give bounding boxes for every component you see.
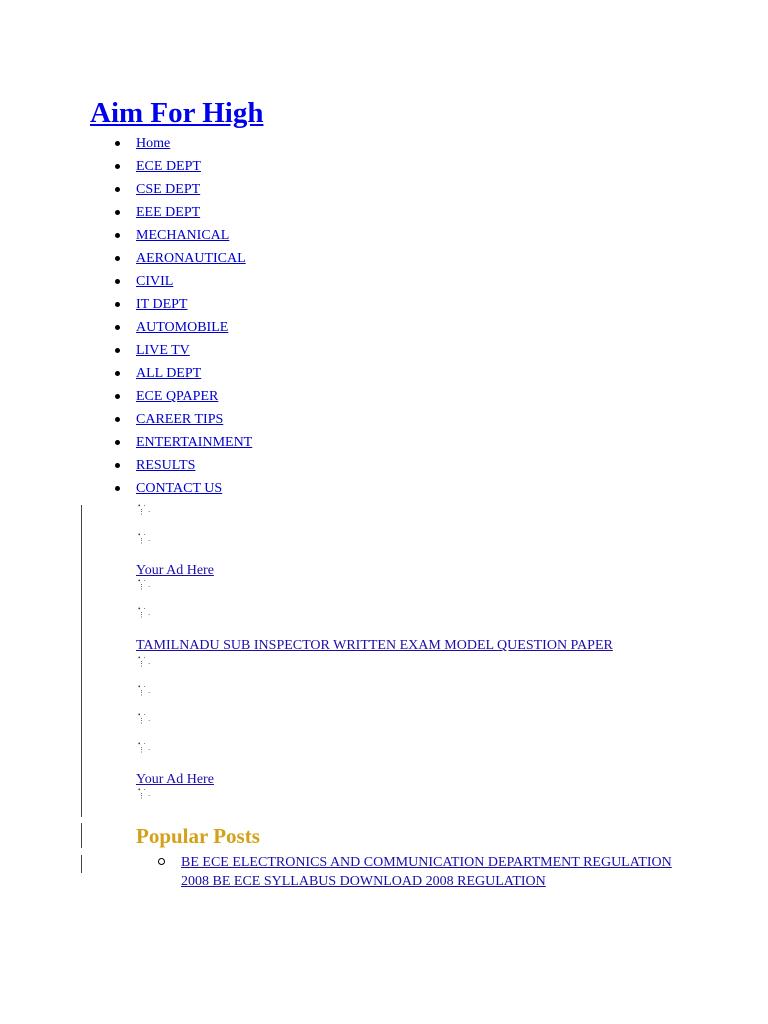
- broken-image-icon: •⋅ ⋮⋅: [138, 711, 154, 725]
- main-nav: [0, 134, 252, 502]
- ad-link-top[interactable]: Your Ad Here: [136, 563, 214, 578]
- bullet-icon: [115, 256, 120, 261]
- nav-link-home[interactable]: Home: [136, 136, 171, 151]
- nav-item-career-tips: [0, 410, 252, 433]
- bullet-icon: [115, 279, 120, 284]
- nav-item-ece-dept: [0, 157, 252, 180]
- nav-item-contact-us: [0, 479, 252, 502]
- nav-link-civil[interactable]: CIVIL: [136, 274, 174, 289]
- nav-link-eee-dept[interactable]: EEE DEPT: [136, 205, 201, 220]
- site-title: [90, 94, 263, 132]
- broken-image-icon: •⋅ ⋮⋅: [138, 577, 154, 591]
- bullet-icon: [115, 440, 120, 445]
- nav-link-automobile[interactable]: AUTOMOBILE: [136, 320, 229, 335]
- nav-item-aeronautical: [0, 249, 252, 272]
- nav-link-mechanical[interactable]: MECHANICAL: [136, 228, 230, 243]
- site-title-link[interactable]: Aim For High: [90, 97, 264, 129]
- section-divider: [81, 823, 82, 848]
- nav-link-entertainment[interactable]: ENTERTAINMENT: [136, 435, 253, 450]
- nav-link-ece-dept[interactable]: ECE DEPT: [136, 159, 201, 174]
- popular-post-item: [0, 853, 691, 891]
- nav-link-career-tips[interactable]: CAREER TIPS: [136, 412, 224, 427]
- nav-item-eee-dept: [0, 203, 252, 226]
- broken-image-icon: •⋅ ⋮⋅: [138, 654, 154, 668]
- nav-item-mechanical: [0, 226, 252, 249]
- broken-image-icon: •⋅ ⋮⋅: [138, 531, 154, 545]
- nav-link-it-dept[interactable]: IT DEPT: [136, 297, 188, 312]
- nav-item-automobile: [0, 318, 252, 341]
- bullet-icon: [115, 348, 120, 353]
- popular-posts-heading: Popular Posts: [136, 824, 260, 848]
- bullet-icon: [115, 325, 120, 330]
- nav-link-live-tv[interactable]: LIVE TV: [136, 343, 190, 358]
- broken-image-icon: •⋅ ⋮⋅: [138, 502, 154, 516]
- broken-image-icon: •⋅ ⋮⋅: [138, 683, 154, 697]
- bullet-icon: [115, 486, 120, 491]
- bullet-icon: [115, 141, 120, 146]
- circle-bullet-icon: [158, 858, 165, 865]
- popular-posts-list: [0, 853, 691, 891]
- nav-item-results: [0, 456, 252, 479]
- bullet-icon: [115, 371, 120, 376]
- sidebar-divider: [81, 505, 82, 817]
- bullet-icon: [115, 210, 120, 215]
- nav-item-all-dept: [0, 364, 252, 387]
- bullet-icon: [115, 394, 120, 399]
- featured-post-link[interactable]: TAMILNADU SUB INSPECTOR WRITTEN EXAM MODEL QUESTION PAPER: [136, 638, 613, 653]
- nav-item-home: [0, 134, 252, 157]
- popular-post-link[interactable]: BE ECE ELECTRONICS AND COMMUNICATION DEPARTMENT REGULATION 2008 BE ECE SYLLABUS DOWNLOAD 2008 REGULATION: [181, 855, 672, 889]
- nav-item-it-dept: [0, 295, 252, 318]
- nav-item-live-tv: [0, 341, 252, 364]
- nav-item-ece-qpaper: [0, 387, 252, 410]
- bullet-icon: [115, 463, 120, 468]
- nav-item-civil: [0, 272, 252, 295]
- nav-link-ece-qpaper[interactable]: ECE QPAPER: [136, 389, 219, 404]
- broken-image-icon: •⋅ ⋮⋅: [138, 740, 154, 754]
- nav-link-results[interactable]: RESULTS: [136, 458, 196, 473]
- nav-link-cse-dept[interactable]: CSE DEPT: [136, 182, 201, 197]
- broken-image-icon: •⋅ ⋮⋅: [138, 786, 154, 800]
- broken-image-icon: •⋅ ⋮⋅: [138, 605, 154, 619]
- nav-item-entertainment: [0, 433, 252, 456]
- nav-link-aeronautical[interactable]: AERONAUTICAL: [136, 251, 246, 266]
- ad-link-bottom[interactable]: Your Ad Here: [136, 772, 214, 787]
- nav-link-contact-us[interactable]: CONTACT US: [136, 481, 223, 496]
- nav-item-cse-dept: [0, 180, 252, 203]
- bullet-icon: [115, 187, 120, 192]
- bullet-icon: [115, 302, 120, 307]
- bullet-icon: [115, 233, 120, 238]
- bullet-icon: [115, 417, 120, 422]
- bullet-icon: [115, 164, 120, 169]
- nav-link-all-dept[interactable]: ALL DEPT: [136, 366, 202, 381]
